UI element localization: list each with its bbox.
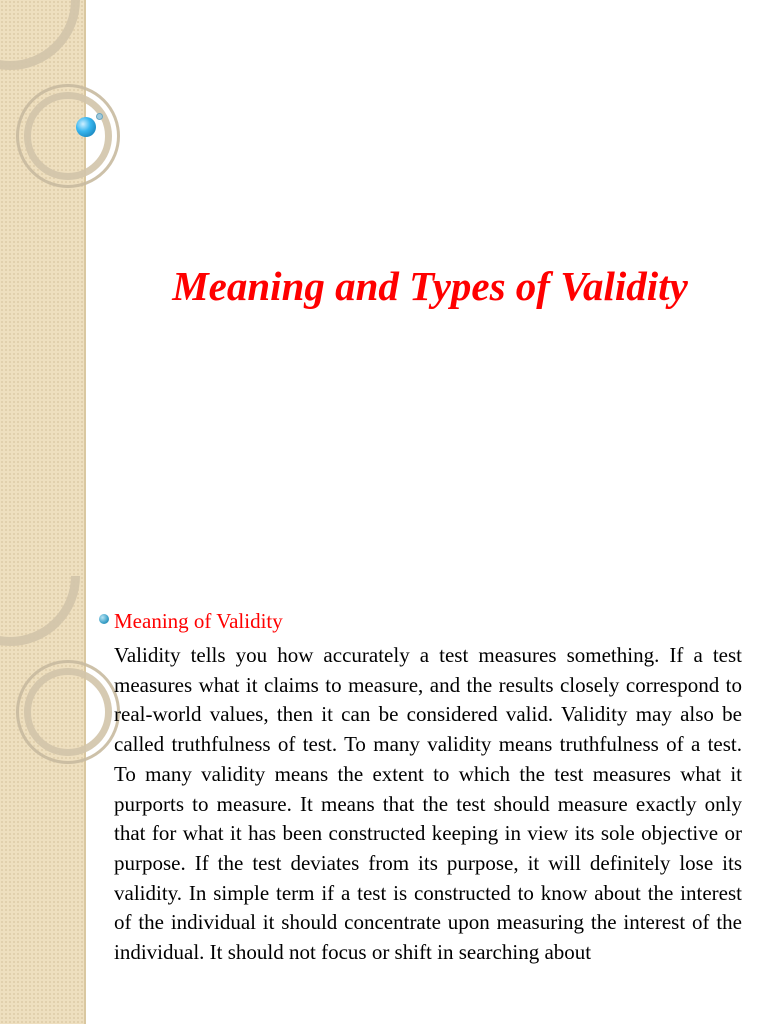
decorative-ring-icon — [24, 668, 112, 756]
content-slide — [0, 576, 768, 1024]
side-band-edge — [84, 576, 86, 1024]
decorative-ring-icon — [24, 92, 112, 180]
small-bead-icon — [96, 113, 103, 120]
bullet-heading: Meaning of Validity — [114, 609, 283, 633]
bullet-icon — [99, 614, 109, 624]
body-paragraph: Validity tells you how accurately a test measures something. If a test measures what it claims to measure, and the results closely correspond to real-world values, then it can be considered valid. Validity may also be called truthfulness of test. To many validity means truthfulness of a test. To many validity means the extent to which the test measures what it purports to measure. It means that the test should measure exactly only that for what it has been constructed keeping in view its sole objective or purpose. If the test deviates from its purpose, it will definitely lose its validity. In simple term if a test is constructed to know about the interest of the individual it should concentrate upon measuring the interest of the individual. It should not focus or shift in searching about — [114, 643, 742, 965]
blue-bead-icon — [76, 117, 96, 137]
slide-title: Meaning and Types of Validity — [172, 263, 688, 309]
